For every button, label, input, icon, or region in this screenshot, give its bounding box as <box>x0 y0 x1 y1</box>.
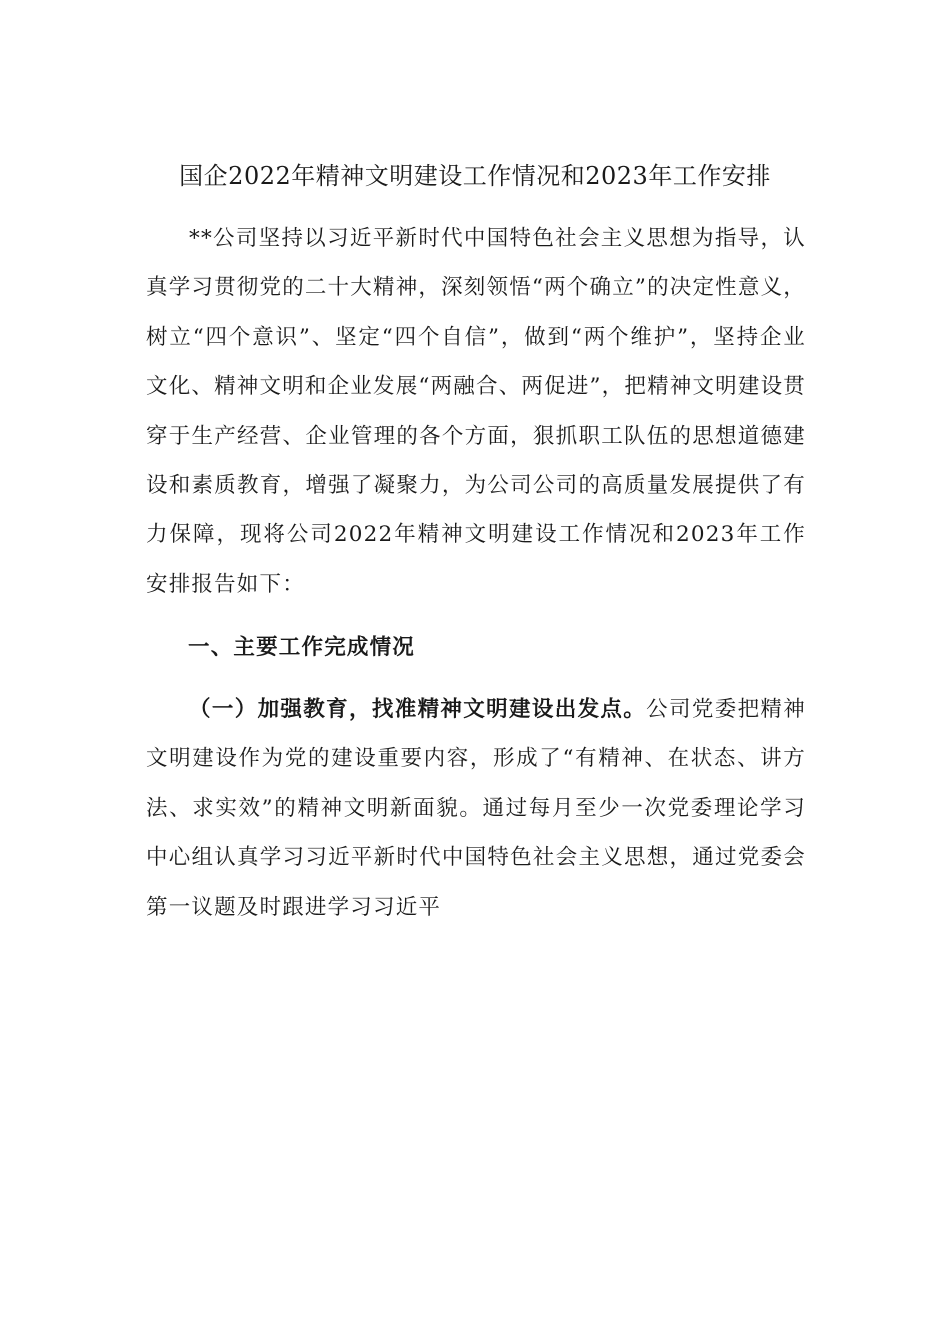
section-heading: 一、主要工作完成情况 <box>188 635 416 660</box>
document-title: 国企2022年精神文明建设工作情况和2023年工作安排 <box>179 162 771 190</box>
subsection-paragraph <box>146 685 806 932</box>
subsection-text: 公司党委把精神文明建设作为党的建设重要内容，形成了“有精神、在状态、讲方法、求实效”的精神文明新面貌。通过每月至少一次党委理论学习中心组认真学习习近平新时代中国特色社会主义思想，通过党委会第一议题及时跟进学习习近平 <box>146 697 806 920</box>
subsection-lead: （一）加强教育，找准精神文明建设出发点。 <box>189 697 647 722</box>
intro-paragraph: **公司坚持以习近平新时代中国特色社会主义思想为指导，认真学习贯彻党的二十大精神，深刻领悟“两个确立”的决定性意义，树立“四个意识”、坚定“四个自信”，做到“两个维护”，坚持企业文化、精神文明和企业发展“两融合、两促进”，把精神文明建设贯穿于生产经营、企业管理的各个方面，狠抓职工队伍的思想道德建设和素质教育，增强了凝聚力，为公司公司的高质量发展提供了有力保障，现将公司2022年精神文明建设工作情况和2023年工作安排报告如下： <box>146 226 806 597</box>
